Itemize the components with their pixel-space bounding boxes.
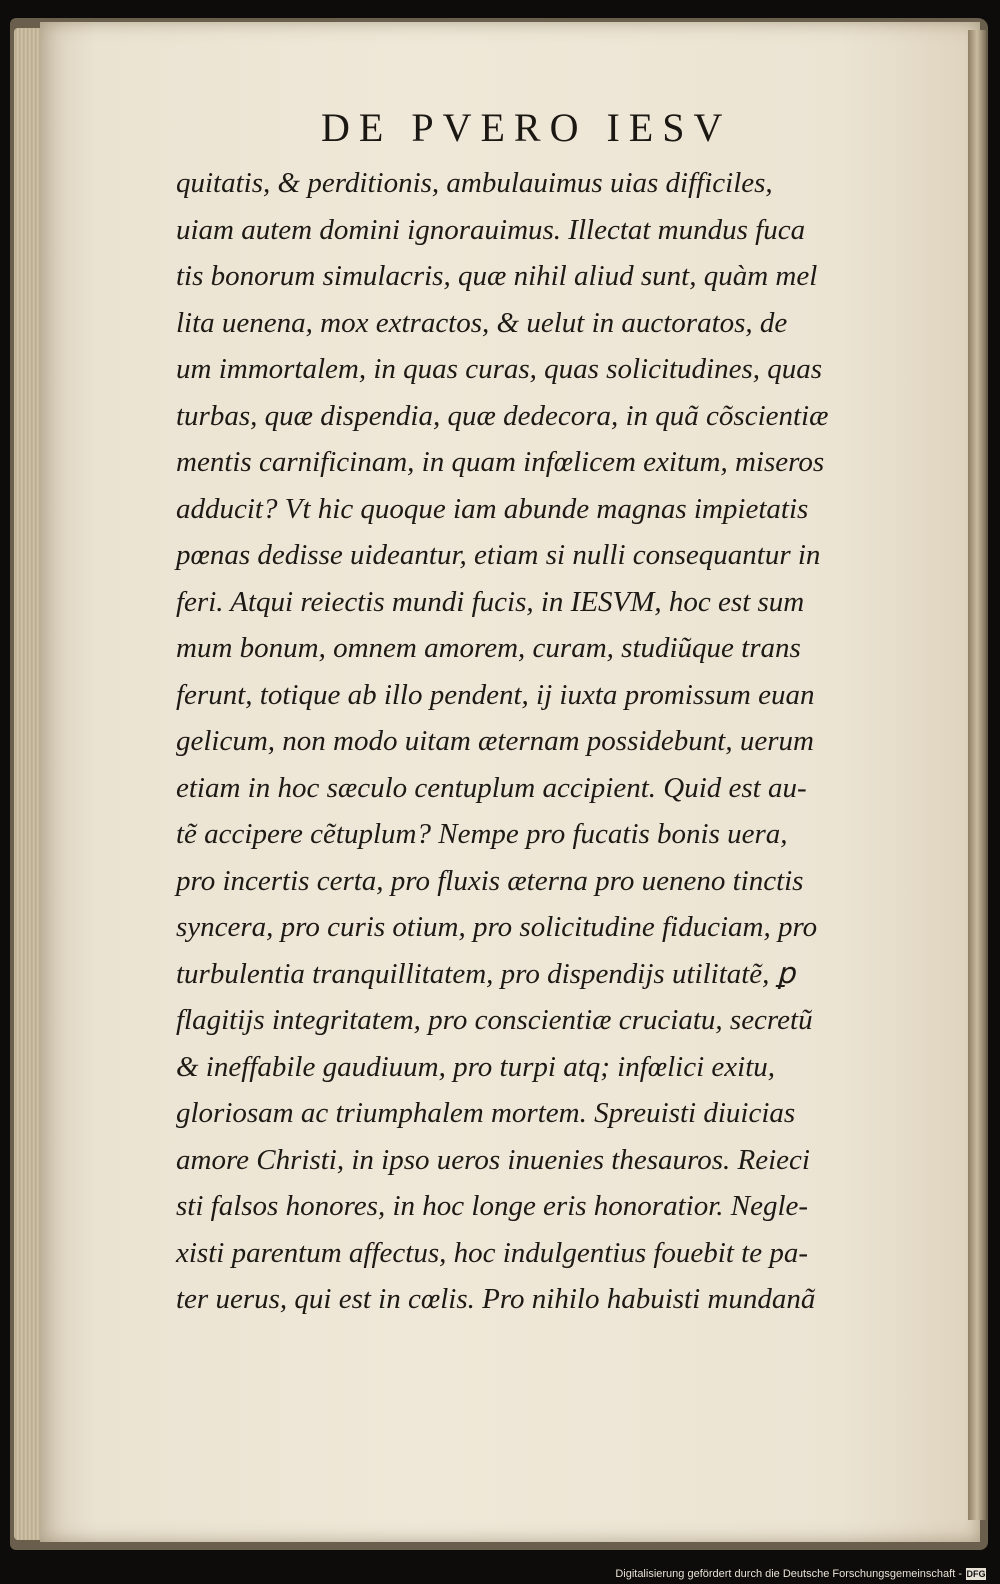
text-line: flagitijs integritatem, pro conscientiæ cruciatu, secretũ [176,1004,813,1036]
text-line: pro incertis certa, pro fluxis æterna pro ueneno tinctis [176,864,804,897]
text-line: ferunt, totique ab illo pendent, ij iuxta promissum euan [176,678,815,711]
text-line: quitatis, & perditionis, ambulauimus uias difficiles, [176,167,773,199]
text-line: uiam autem domini ignorauimus. Illectat mundus fuca [176,213,806,246]
text-line: um immortalem, in quas curas, quas solicitudines, quas [176,353,823,385]
text-line: adducit? Vt hic quoque iam abunde magnas impietatis [176,492,809,525]
page-edge-stack [14,28,40,1540]
text-line: xisti parentum affectus, hoc indulgentius fouebit te pa- [176,1236,808,1269]
text-line: sti falsos honores, in hoc longe eris honoratior. Negle- [176,1190,809,1222]
text-line: lita uenena, mox extractos, & uelut in auctoratos, de [176,306,788,339]
text-line: feri. Atqui reiectis mundi fucis, in IESVM, hoc est sum [176,585,805,618]
text-line: tẽ accipere cẽtuplum? Nempe pro fucatis bonis uera, [176,818,788,850]
digitization-credit [615,1568,986,1580]
text-line: & ineffabile gaudiuum, pro turpi atq; infœlici exitu, [176,1050,776,1083]
book-right-edge [968,30,986,1520]
text-line: amore Christi, in ipso ueros inuenies thesauros. Reieci [176,1143,810,1176]
body-text [176,160,906,1323]
text-line: mum bonum, omnem amorem, curam, studiũque trans [176,632,801,664]
text-line: turbas, quæ dispendia, quæ dedecora, in quã cõscientiæ [176,399,829,432]
text-line: syncera, pro curis otium, pro solicitudine fiduciam, pro [176,911,818,943]
credit-text: Digitalisierung gefördert durch die Deutsche Forschungsgemeinschaft - [615,1568,962,1580]
text-line: gloriosam ac triumphalem mortem. Spreuisti diuicias [176,1097,796,1129]
text-line: pœnas dedisse uideantur, etiam si nulli consequantur in [176,539,821,571]
running-head: DE PVERO IESV [321,105,732,150]
text-line: turbulentia tranquillitatem, pro dispendijs utilitatẽ, ꝑ [176,957,796,990]
text-line: tis bonorum simulacris, quæ nihil aliud sunt, quàm mel [176,260,818,292]
text-line: ter uerus, qui est in cœlis. Pro nihilo habuisti mundanã [176,1283,816,1315]
text-line: mentis carnificinam, in quam infœlicem exitum, miseros [176,446,825,478]
text-line: etiam in hoc sæculo centuplum accipient. Quid est au- [176,771,807,804]
text-line: gelicum, non modo uitam æternam possidebunt, uerum [176,725,814,757]
dfg-logo-icon: DFG [966,1569,986,1579]
